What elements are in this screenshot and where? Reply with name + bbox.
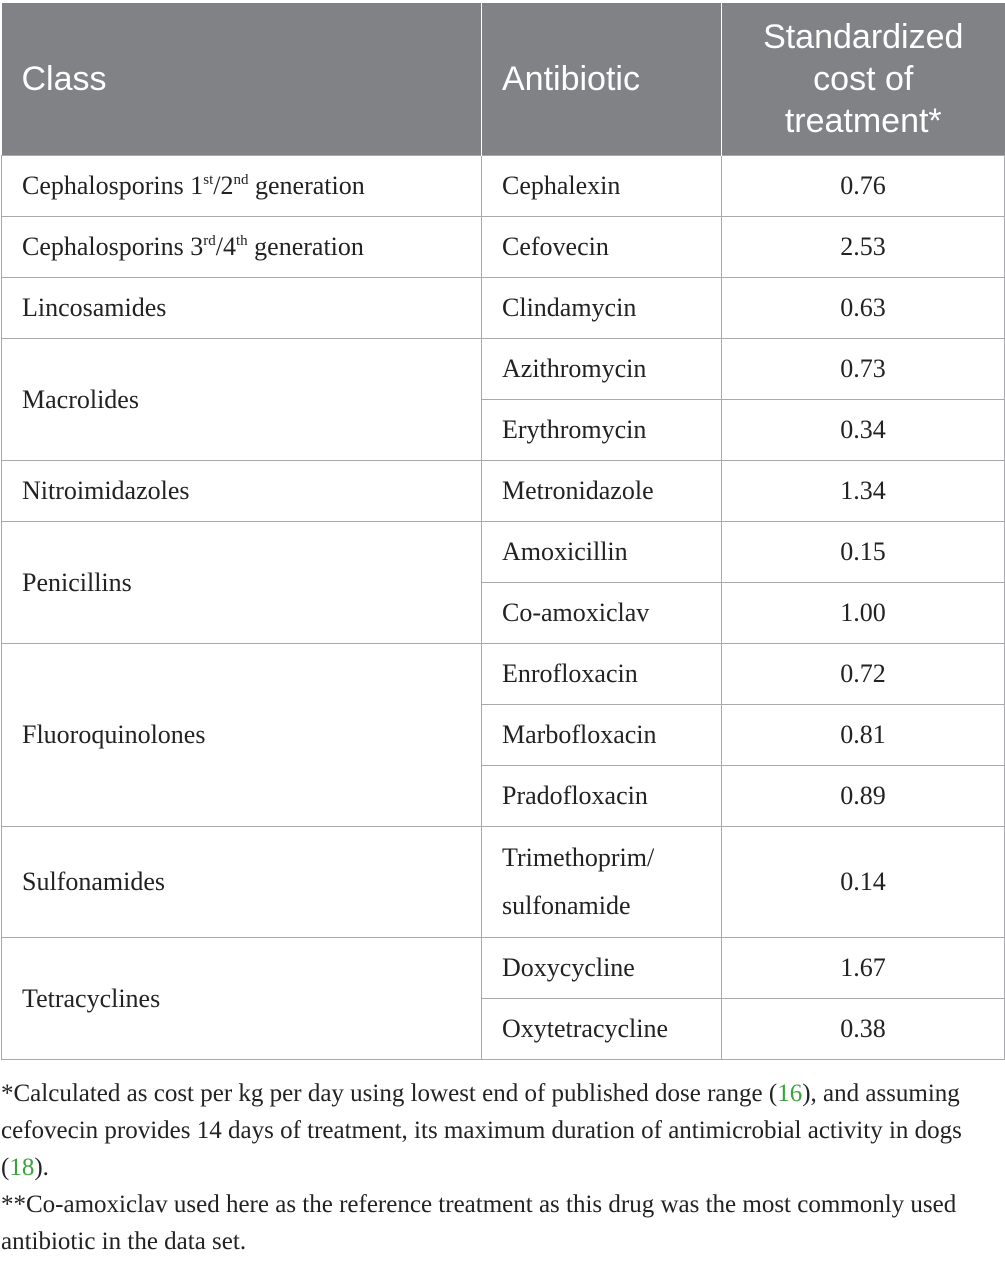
antibiotic-cell: Pradofloxacin <box>482 766 722 827</box>
superscript: th <box>236 233 248 249</box>
antibiotic-cell: Erythromycin <box>482 400 722 461</box>
table-footnotes <box>1 1075 1001 1260</box>
header-cost: Standardized cost of treatment* <box>722 3 1005 156</box>
antibiotic-cell: Co-amoxiclav <box>482 583 722 644</box>
table-row <box>2 827 1005 938</box>
table-row <box>2 522 1005 583</box>
cost-cell: 0.15 <box>722 522 1005 583</box>
antibiotic-cell: Enrofloxacin <box>482 644 722 705</box>
footnote-text: ), and assuming cefovecin provides 14 days of treatment, its maximum duration of antimicrobial activity in dogs ( <box>1 1080 962 1181</box>
class-text: generation <box>247 232 364 261</box>
antibiotic-cell: Oxytetracycline <box>482 999 722 1060</box>
class-cell: Fluoroquinolones <box>2 644 482 827</box>
cost-cell: 0.81 <box>722 705 1005 766</box>
class-cell: Sulfonamides <box>2 827 482 938</box>
class-text: Cephalosporins 3 <box>22 232 204 261</box>
reference-link-18[interactable]: 18 <box>9 1154 35 1181</box>
footnote-text: *Calculated as cost per kg per day using lowest end of published dose range ( <box>1 1080 778 1107</box>
antibiotic-cell <box>482 827 722 938</box>
cost-cell: 0.76 <box>722 156 1005 217</box>
footnote-text: ). <box>34 1154 49 1181</box>
footnote-reference-treatment: **Co-amoxiclav used here as the reference treatment as this drug was the most commonly used antibiotic in the data set. <box>1 1191 957 1255</box>
table-row <box>2 217 1005 278</box>
cost-cell: 2.53 <box>722 217 1005 278</box>
antibiotic-cell: Azithromycin <box>482 339 722 400</box>
table-row <box>2 644 1005 705</box>
class-cell: Macrolides <box>2 339 482 461</box>
header-class: Class <box>2 3 482 156</box>
table-row <box>2 156 1005 217</box>
cost-cell: 0.34 <box>722 400 1005 461</box>
antibiotic-line: sulfonamide <box>502 891 631 920</box>
antibiotic-cost-table <box>1 3 1005 1060</box>
header-row <box>2 3 1005 156</box>
table-row <box>2 278 1005 339</box>
cost-cell: 0.14 <box>722 827 1005 938</box>
class-cell: Penicillins <box>2 522 482 644</box>
cost-cell: 1.34 <box>722 461 1005 522</box>
superscript: st <box>203 172 214 188</box>
superscript: rd <box>203 233 216 249</box>
cost-cell: 0.63 <box>722 278 1005 339</box>
cost-cell: 0.38 <box>722 999 1005 1060</box>
cost-cell: 1.00 <box>722 583 1005 644</box>
cost-cell: 0.73 <box>722 339 1005 400</box>
cost-cell: 0.72 <box>722 644 1005 705</box>
footnote-calculation <box>1 1075 1001 1186</box>
antibiotic-cell: Clindamycin <box>482 278 722 339</box>
class-cell: Tetracyclines <box>2 938 482 1060</box>
class-cell <box>2 217 482 278</box>
superscript: nd <box>233 172 249 188</box>
antibiotic-cell: Cephalexin <box>482 156 722 217</box>
antibiotic-cell: Amoxicillin <box>482 522 722 583</box>
header-antibiotic: Antibiotic <box>482 3 722 156</box>
reference-link-16[interactable]: 16 <box>777 1080 803 1107</box>
class-cell: Nitroimidazoles <box>2 461 482 522</box>
antibiotic-line: Trimethoprim/ <box>502 843 655 872</box>
class-cell: Lincosamides <box>2 278 482 339</box>
class-text: Cephalosporins 1 <box>22 171 204 200</box>
cost-cell: 1.67 <box>722 938 1005 999</box>
class-text: /4 <box>215 232 236 261</box>
cost-cell: 0.89 <box>722 766 1005 827</box>
table-row <box>2 461 1005 522</box>
class-text: /2 <box>213 171 234 200</box>
antibiotic-cell: Doxycycline <box>482 938 722 999</box>
antibiotic-cell: Marbofloxacin <box>482 705 722 766</box>
antibiotic-cell: Cefovecin <box>482 217 722 278</box>
antibiotic-cell: Metronidazole <box>482 461 722 522</box>
class-cell <box>2 156 482 217</box>
class-text: generation <box>248 171 365 200</box>
table-row <box>2 938 1005 999</box>
table-row <box>2 339 1005 400</box>
